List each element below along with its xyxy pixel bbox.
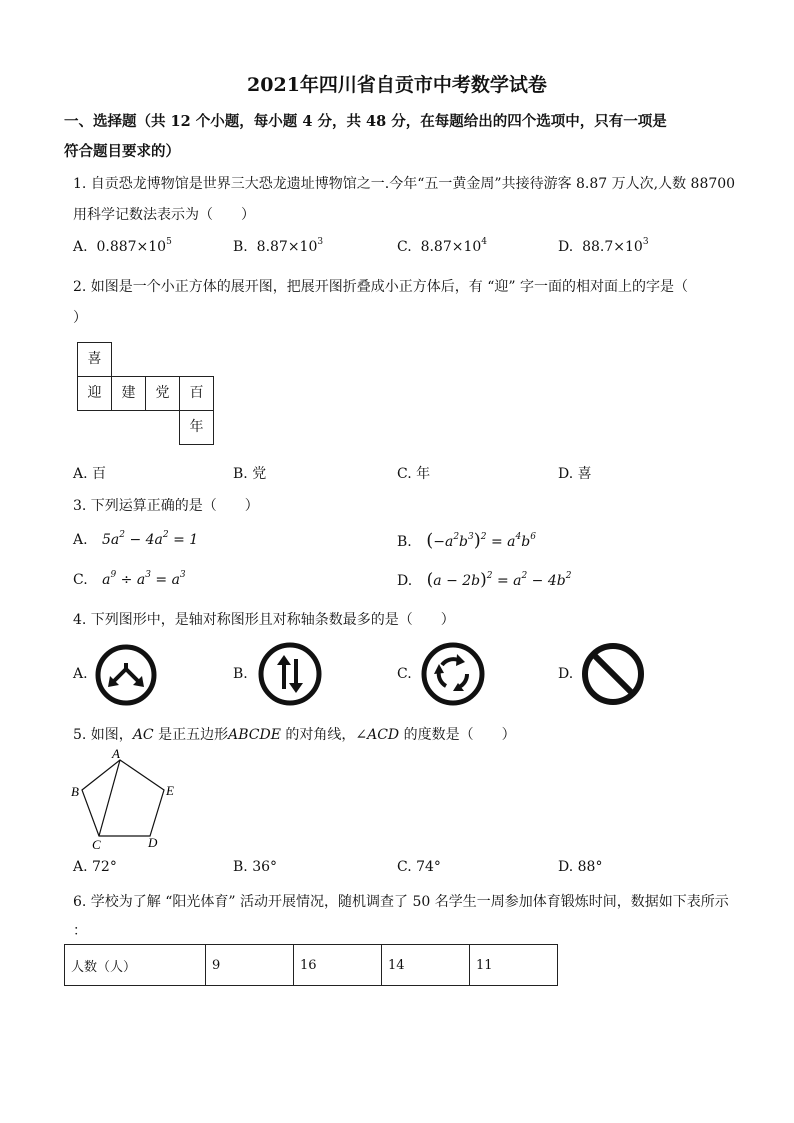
q4-option-c-label: C. bbox=[397, 666, 412, 682]
question-1-stem-cont: 用科学记数法表示为（ ） bbox=[73, 207, 255, 223]
question-3-stem: 3. 下列运算正确的是（ ） bbox=[73, 498, 259, 514]
stem-text: 的对角线，∠ bbox=[285, 727, 368, 743]
option-label: A. bbox=[73, 239, 88, 255]
table-cell: 11 bbox=[470, 945, 558, 986]
q4-option-d-label: D. bbox=[558, 666, 574, 682]
q5-option-a: A. 72° bbox=[73, 859, 117, 875]
data-table bbox=[64, 944, 558, 986]
q3-option-d: D. $(a - 2b)^2 = a^2 - 4b^2$ bbox=[397, 570, 572, 590]
vertex-label-d: D bbox=[148, 835, 158, 850]
option-value: 8.87×10 bbox=[420, 239, 482, 255]
q2-option-c: C. 年 bbox=[397, 466, 431, 482]
stem-math: ABCDE bbox=[228, 727, 281, 743]
q5-option-d: D. 88° bbox=[558, 859, 603, 875]
vertex-label-a: A bbox=[112, 748, 120, 761]
table-cell: 14 bbox=[382, 945, 470, 986]
q2-option-b: B. 党 bbox=[233, 466, 267, 482]
table-cell: 9 bbox=[206, 945, 294, 986]
question-2-stem-cont: ） bbox=[73, 310, 87, 326]
table-row bbox=[65, 945, 558, 986]
option-exponent: 4 bbox=[481, 237, 488, 247]
option-label: D. bbox=[397, 573, 413, 589]
q3-option-c: C. $a^9 \div a^3 = a^3$ bbox=[73, 570, 186, 588]
q1-option-c bbox=[397, 239, 487, 255]
stem-text: 5. 如图， bbox=[73, 727, 133, 743]
q5-option-b: B. 36° bbox=[233, 859, 278, 875]
vertex-label-e: E bbox=[166, 783, 174, 798]
section-heading-cont: 符合题目要求的） bbox=[64, 143, 180, 160]
option-label: C. bbox=[73, 572, 88, 588]
option-exponent: 3 bbox=[317, 237, 324, 247]
stem-text: 的度数是（ ） bbox=[403, 727, 516, 743]
net-cell: 党 bbox=[145, 376, 180, 411]
option-exponent: 5 bbox=[166, 237, 172, 247]
question-6-stem-cont: ： bbox=[73, 923, 87, 939]
option-label: C. bbox=[397, 239, 412, 255]
table-header-cell: 人数（人） bbox=[65, 945, 206, 986]
option-value: 88.7×10 bbox=[582, 239, 643, 255]
two-way-traffic-sign-icon bbox=[257, 641, 323, 707]
q5-option-c: C. 74° bbox=[397, 859, 441, 875]
option-label: B. bbox=[233, 239, 248, 255]
stem-math: AC bbox=[132, 727, 154, 743]
net-cell: 建 bbox=[111, 376, 146, 411]
q2-option-d: D. 喜 bbox=[558, 466, 592, 482]
vertex-label-b: B bbox=[71, 784, 79, 799]
option-exponent: 3 bbox=[642, 237, 649, 247]
q3-option-a: A. $5a^2 - 4a^2 = 1$ bbox=[73, 530, 199, 548]
roundabout-sign-icon bbox=[420, 641, 486, 707]
page-title: 2021年四川省自贡市中考数学试卷 bbox=[247, 74, 547, 96]
option-label: B. bbox=[397, 534, 412, 550]
net-cell: 迎 bbox=[77, 376, 112, 411]
section-heading: 一、选择题（共 12 个小题，每小题 4 分，共 48 分，在每题给出的四个选项中，只有一项是 bbox=[64, 113, 667, 130]
question-2-stem: 2. 如图是一个小正方体的展开图，把展开图折叠成小正方体后，有 “迎” 字一面的相对面上的字是（ bbox=[73, 279, 689, 295]
question-4-stem: 4. 下列图形中，是轴对称图形且对称轴条数最多的是（ ） bbox=[73, 612, 455, 628]
q1-option-b bbox=[233, 239, 323, 255]
q4-option-b-label: B. bbox=[233, 666, 248, 682]
option-label: D. bbox=[558, 239, 574, 255]
q1-option-d bbox=[558, 239, 649, 255]
no-entry-prohibition-sign-icon bbox=[580, 641, 646, 707]
option-value: 0.887×10 bbox=[96, 239, 167, 255]
pentagon-figure bbox=[66, 748, 186, 852]
q2-option-a: A. 百 bbox=[73, 466, 107, 482]
option-label: A. bbox=[73, 532, 88, 548]
q1-option-a bbox=[73, 239, 172, 255]
q4-option-a-label: A. bbox=[73, 666, 88, 682]
table-cell: 16 bbox=[294, 945, 382, 986]
q3-option-b: B. $(-a^2b^3)^2 = a^4b^6$ bbox=[397, 530, 536, 551]
question-6-stem: 6. 学校为了解 “阳光体育” 活动开展情况，随机调查了 50 名学生一周参加体育锻炼时间，数据如下表所示 bbox=[73, 894, 729, 910]
diverging-arrows-sign-icon bbox=[94, 643, 158, 707]
net-cell: 年 bbox=[179, 410, 214, 445]
net-cell: 喜 bbox=[77, 342, 112, 377]
net-cell: 百 bbox=[179, 376, 214, 411]
option-value: 8.87×10 bbox=[256, 239, 318, 255]
stem-text: 是正五边形 bbox=[158, 727, 229, 743]
vertex-label-c: C bbox=[92, 837, 101, 852]
question-1-stem: 1. 自贡恐龙博物馆是世界三大恐龙遗址博物馆之一.今年“五一黄金周”共接待游客 8.87 万人次,人数 88700 bbox=[73, 176, 736, 192]
stem-math: ACD bbox=[367, 727, 400, 743]
question-5-stem bbox=[73, 724, 516, 744]
